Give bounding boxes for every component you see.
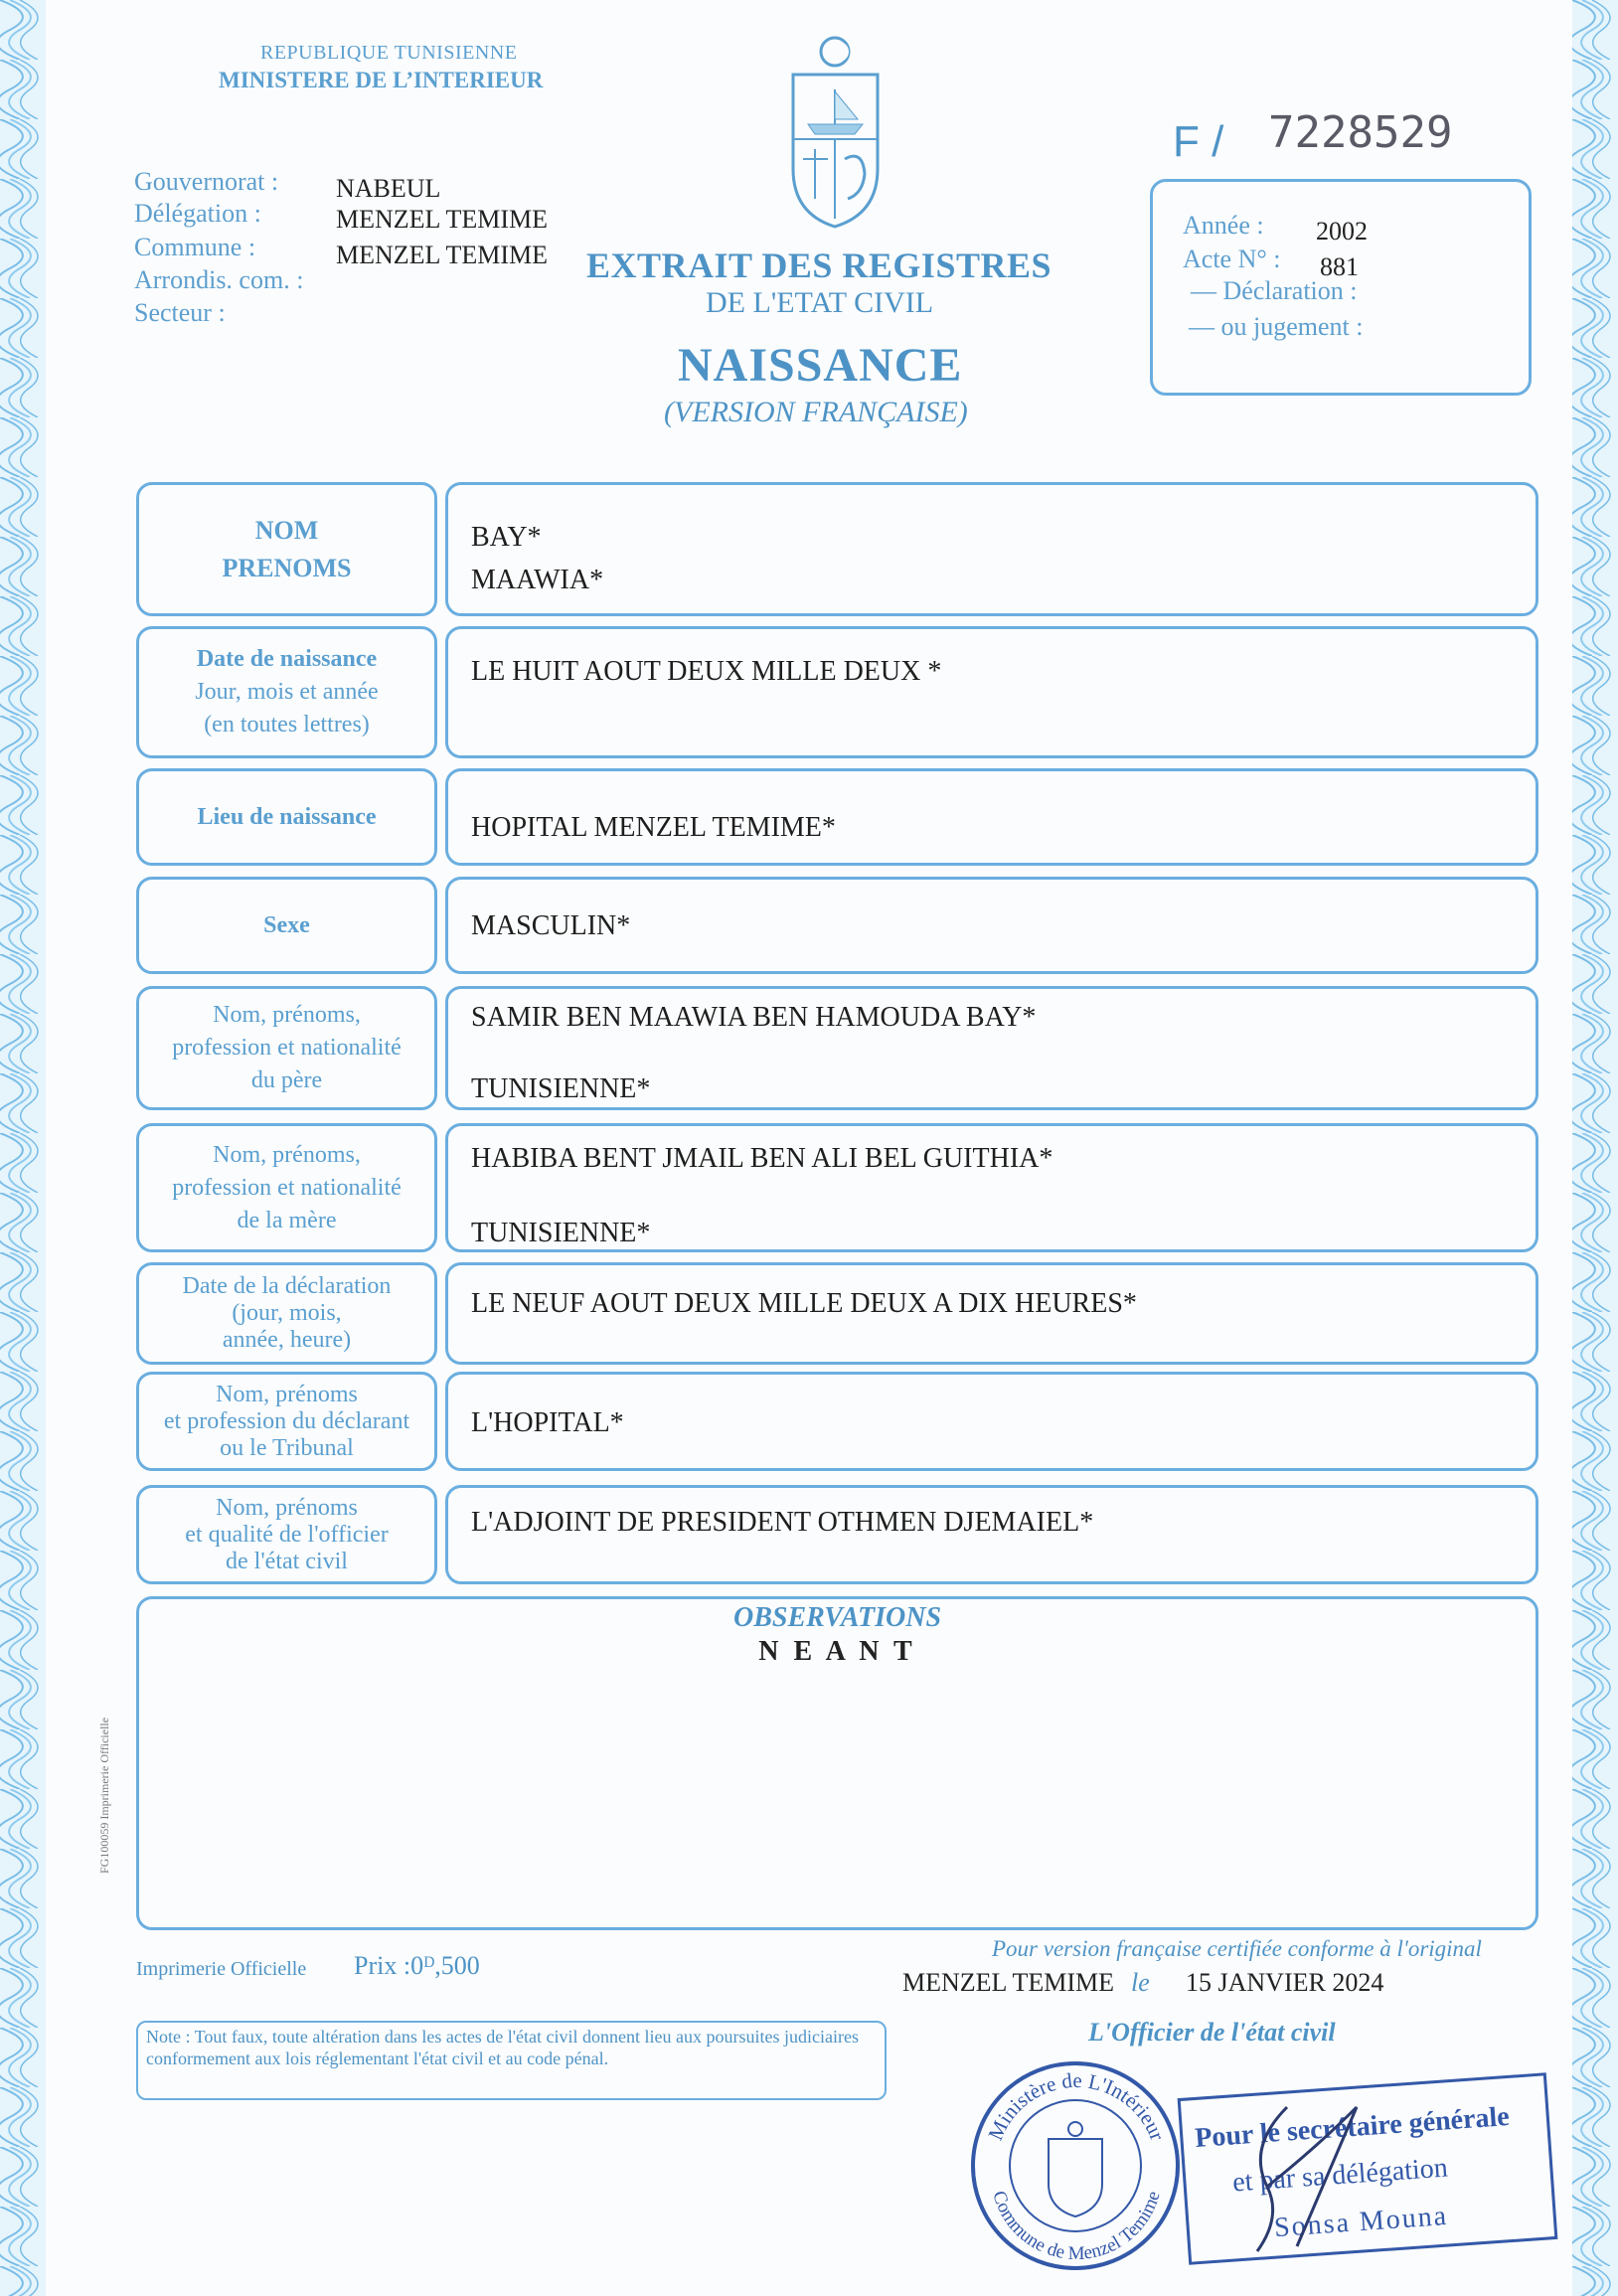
footer-date: 15 JANVIER 2024 bbox=[1186, 1968, 1384, 1997]
prix-label: Prix :0ᴰ,500 bbox=[354, 1951, 480, 1980]
label-pere bbox=[136, 986, 437, 1110]
label-declarant-line2: et profession du déclarant bbox=[163, 1407, 410, 1434]
stamp-line-2: et par sa délégation bbox=[1231, 2152, 1449, 2199]
declaration-label: — Déclaration : bbox=[1191, 276, 1358, 305]
officier-signature-label: L'Officier de l'état civil bbox=[1088, 2018, 1336, 2047]
officier-value: L'ADJOINT DE PRESIDENT OTHMEN DJEMAIEL* bbox=[471, 1507, 1094, 1538]
footer-le: le bbox=[1131, 1968, 1150, 1997]
pere-nationality-value: TUNISIENNE* bbox=[471, 1073, 651, 1104]
label-date-naissance-sub1: Jour, mois et année bbox=[195, 679, 379, 705]
gouvernorat-label: Gouvernorat : bbox=[134, 167, 279, 196]
field-sexe bbox=[445, 877, 1538, 974]
label-declaration bbox=[136, 1262, 437, 1365]
document-title: EXTRAIT DES REGISTRES bbox=[586, 246, 1052, 285]
certification-text: Pour version française certifiée conforme à l'original bbox=[992, 1936, 1482, 1961]
label-declaration-line1: Date de la déclaration bbox=[182, 1273, 392, 1299]
label-declarant bbox=[136, 1372, 437, 1471]
prenoms-value: MAAWIA* bbox=[471, 565, 604, 595]
field-officier bbox=[445, 1485, 1538, 1584]
handwritten-signature bbox=[1208, 2087, 1406, 2266]
label-mere bbox=[136, 1123, 437, 1252]
serial-number: 7228529 bbox=[1268, 107, 1453, 158]
acte-value: 881 bbox=[1320, 252, 1359, 281]
label-declarant-line1: Nom, prénoms bbox=[216, 1381, 358, 1407]
label-nom bbox=[136, 482, 437, 616]
label-date-naissance-sub2: (en toutes lettres) bbox=[204, 712, 370, 738]
commune-label: Commune : bbox=[134, 233, 256, 261]
field-nom bbox=[445, 482, 1538, 616]
field-declarant bbox=[445, 1372, 1538, 1471]
label-officier-line2: et qualité de l'officier bbox=[185, 1521, 389, 1548]
field-date-naissance bbox=[445, 626, 1538, 758]
label-officier-line1: Nom, prénoms bbox=[216, 1494, 358, 1521]
date-naissance-value: LE HUIT AOUT DEUX MILLE DEUX * bbox=[471, 656, 942, 687]
label-declarant-line3: ou le Tribunal bbox=[220, 1434, 354, 1461]
label-pere-line1: Nom, prénoms, bbox=[213, 1002, 361, 1028]
version-label: (VERSION FRANÇAISE) bbox=[664, 396, 968, 428]
imprimerie-label: Imprimerie Officielle bbox=[136, 1958, 307, 1980]
label-declaration-line2: (jour, mois, bbox=[232, 1300, 342, 1326]
acte-label: Acte N° : bbox=[1183, 245, 1281, 273]
jugement-label: — ou jugement : bbox=[1189, 312, 1364, 341]
declaration-value: LE NEUF AOUT DEUX MILLE DEUX A DIX HEURES* bbox=[471, 1288, 1137, 1319]
label-nom-text: NOM bbox=[254, 515, 319, 545]
official-stamp-seal bbox=[969, 2059, 1183, 2273]
lieu-value: HOPITAL MENZEL TEMIME* bbox=[471, 812, 836, 843]
label-mere-line2: profession et nationalité bbox=[172, 1174, 402, 1201]
label-lieu-text: Lieu de naissance bbox=[197, 804, 377, 830]
delegation-label: Délégation : bbox=[134, 199, 261, 228]
declarant-value: L'HOPITAL* bbox=[471, 1407, 624, 1438]
stamp-line-1: Pour le secrétaire générale bbox=[1194, 2100, 1511, 2155]
field-pere bbox=[445, 986, 1538, 1110]
side-print-code: FG100059 Imprimerie Officielle bbox=[97, 1717, 111, 1874]
document-type: NAISSANCE bbox=[678, 339, 963, 392]
label-sexe-text: Sexe bbox=[263, 912, 310, 938]
label-declaration-line3: année, heure) bbox=[222, 1327, 352, 1353]
label-officier bbox=[136, 1485, 437, 1584]
document-subtitle: DE L'ETAT CIVIL bbox=[706, 286, 934, 319]
gouvernorat-value: NABEUL bbox=[336, 174, 441, 203]
label-lieu bbox=[136, 768, 437, 866]
delegation-value: MENZEL TEMIME bbox=[336, 205, 549, 234]
field-mere bbox=[445, 1123, 1538, 1252]
annee-label: Année : bbox=[1183, 211, 1264, 240]
label-pere-line2: profession et nationalité bbox=[172, 1035, 402, 1061]
stamp-line-3: Sonsa Mouna bbox=[1273, 2200, 1450, 2244]
label-date-naissance-title: Date de naissance bbox=[196, 646, 378, 672]
pere-name-value: SAMIR BEN MAAWIA BEN HAMOUDA BAY* bbox=[471, 1002, 1037, 1033]
nom-value: BAY* bbox=[471, 522, 542, 553]
arrondissement-label: Arrondis. com. : bbox=[134, 265, 304, 294]
legal-note: Note : Tout faux, toute altération dans les actes de l'état civil donnent lieu aux poursuites judiciaires conformement aux lois réglementant l'état civil et au code pénal. bbox=[146, 2027, 859, 2068]
left-border-pattern bbox=[0, 0, 46, 2296]
coat-of-arms-emblem bbox=[773, 30, 897, 229]
ministry-label: MINISTERE DE L’INTERIEUR bbox=[219, 68, 544, 92]
stamp-ring-top: Ministère de L'Intérieur bbox=[983, 2067, 1170, 2144]
right-border-pattern bbox=[1572, 0, 1618, 2296]
serial-prefix: F / bbox=[1173, 117, 1224, 166]
observations-value: N E A N T bbox=[758, 1636, 916, 1667]
republic-label: REPUBLIQUE TUNISIENNE bbox=[260, 42, 518, 64]
label-date-naissance bbox=[136, 626, 437, 758]
mere-nationality-value: TUNISIENNE* bbox=[471, 1218, 651, 1248]
mere-name-value: HABIBA BENT JMAIL BEN ALI BEL GUITHIA* bbox=[471, 1143, 1053, 1174]
label-mere-line3: de la mère bbox=[237, 1207, 337, 1233]
svg-text:Ministère de L'Intérieur bbox=[983, 2068, 1169, 2144]
label-mere-line1: Nom, prénoms, bbox=[213, 1141, 361, 1168]
observations-label: OBSERVATIONS bbox=[732, 1602, 942, 1633]
commune-value: MENZEL TEMIME bbox=[336, 241, 549, 269]
label-prenoms-text: PRENOMS bbox=[222, 553, 352, 582]
secteur-label: Secteur : bbox=[134, 298, 226, 327]
field-lieu bbox=[445, 768, 1538, 866]
label-sexe bbox=[136, 877, 437, 974]
stamp-ring-bottom: Commune de Menzel Temime bbox=[988, 2188, 1165, 2264]
label-officier-line3: de l'état civil bbox=[226, 1548, 348, 1574]
label-pere-line3: du père bbox=[250, 1067, 323, 1093]
annee-value: 2002 bbox=[1316, 217, 1368, 246]
sexe-value: MASCULIN* bbox=[471, 910, 631, 941]
footer-place: MENZEL TEMIME bbox=[902, 1968, 1115, 1997]
field-declaration bbox=[445, 1262, 1538, 1365]
svg-text:Commune de Menzel Temime bbox=[988, 2189, 1164, 2264]
